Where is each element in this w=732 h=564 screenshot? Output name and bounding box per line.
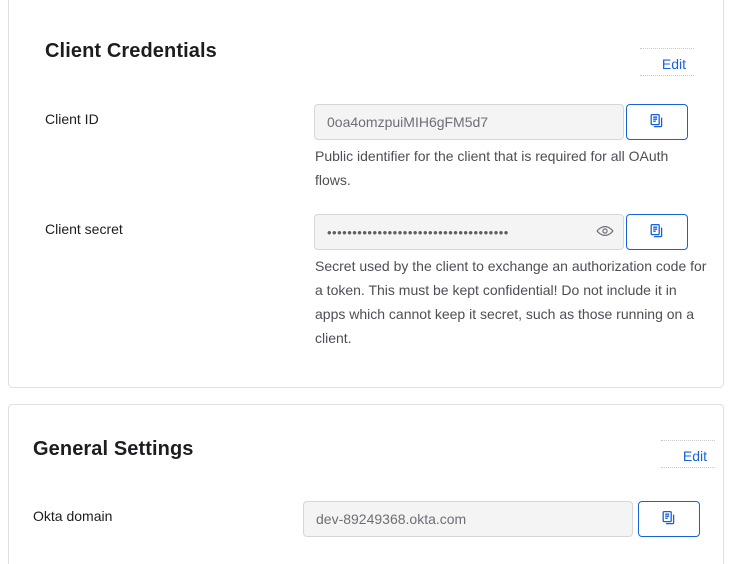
edit-client-credentials-button[interactable]: Edit [661, 56, 686, 72]
okta-domain-input[interactable] [303, 501, 633, 537]
client-secret-input-wrap [314, 214, 624, 250]
client-id-label: Client ID [45, 111, 99, 127]
page-title-client-credentials: Client Credentials [45, 40, 217, 62]
eye-icon[interactable] [596, 224, 614, 240]
copy-okta-domain-button[interactable] [638, 501, 700, 537]
copy-client-id-button[interactable] [626, 104, 688, 140]
client-secret-input[interactable] [314, 214, 624, 250]
general-settings-card [8, 404, 724, 564]
client-id-input-wrap [314, 104, 624, 140]
copy-icon [661, 510, 677, 529]
client-secret-helper-text: Secret used by the client to exchange an authorization code for a token. This must be kept confidential! Do not include it in apps which cannot keep it secret, such as those running on a client. [315, 258, 707, 346]
copy-icon [649, 113, 665, 132]
edit-general-settings-button[interactable]: Edit [682, 448, 707, 464]
client-secret-label: Client secret [45, 221, 123, 237]
copy-client-secret-button[interactable] [626, 214, 688, 250]
okta-domain-input-wrap [303, 501, 633, 537]
client-id-helper-text: Public identifier for the client that is required for all OAuth flows. [315, 148, 669, 188]
client-id-input[interactable] [314, 104, 624, 140]
client-credentials-card [8, 0, 724, 388]
page-title-general-settings: General Settings [33, 438, 194, 460]
copy-icon [649, 223, 665, 242]
okta-domain-label: Okta domain [33, 508, 113, 524]
